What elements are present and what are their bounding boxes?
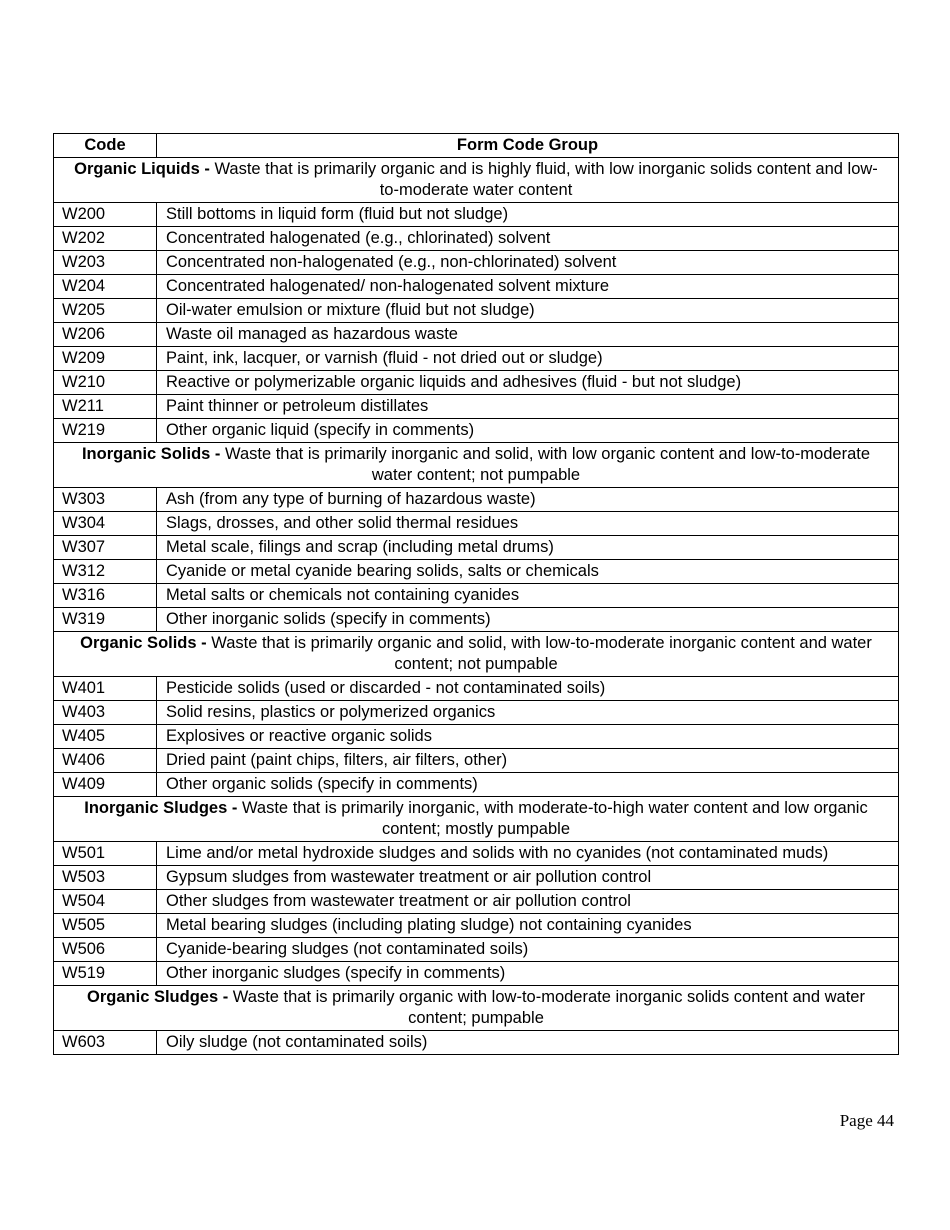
code-cell: W219 — [54, 419, 157, 443]
code-cell: W405 — [54, 725, 157, 749]
description-cell: Pesticide solids (used or discarded - not contaminated soils) — [157, 677, 899, 701]
description-cell: Cyanide-bearing sludges (not contaminated soils) — [157, 938, 899, 962]
description-cell: Oil-water emulsion or mixture (fluid but not sludge) — [157, 299, 899, 323]
table-row — [54, 701, 899, 725]
code-cell: W307 — [54, 536, 157, 560]
code-cell: W406 — [54, 749, 157, 773]
group-header-row — [54, 632, 899, 677]
group-description: Waste that is primarily inorganic, with moderate-to-high water content and low organic content; mostly pumpable — [237, 799, 868, 838]
description-cell: Other sludges from wastewater treatment or air pollution control — [157, 890, 899, 914]
table-row — [54, 938, 899, 962]
group-header — [54, 986, 899, 1031]
table-row — [54, 962, 899, 986]
code-column-header: Code — [54, 134, 157, 158]
form-code-group-column-header: Form Code Group — [157, 134, 899, 158]
code-cell: W209 — [54, 347, 157, 371]
group-header-row — [54, 986, 899, 1031]
table-row — [54, 203, 899, 227]
group-description: Waste that is primarily organic and solid, with low-to-moderate inorganic content and water content; not pumpable — [206, 634, 872, 673]
code-cell: W401 — [54, 677, 157, 701]
description-cell: Metal salts or chemicals not containing cyanides — [157, 584, 899, 608]
code-cell: W211 — [54, 395, 157, 419]
table-row — [54, 866, 899, 890]
table-row — [54, 227, 899, 251]
description-cell: Metal bearing sludges (including plating sludge) not containing cyanides — [157, 914, 899, 938]
table-row — [54, 890, 899, 914]
code-cell: W506 — [54, 938, 157, 962]
code-cell: W501 — [54, 842, 157, 866]
code-cell: W504 — [54, 890, 157, 914]
table-header-row — [54, 134, 899, 158]
code-cell: W203 — [54, 251, 157, 275]
group-header-row — [54, 443, 899, 488]
code-cell: W403 — [54, 701, 157, 725]
description-cell: Oily sludge (not contaminated soils) — [157, 1031, 899, 1055]
code-cell: W503 — [54, 866, 157, 890]
group-title: Inorganic Solids - — [81, 445, 221, 463]
table-row — [54, 749, 899, 773]
description-cell: Solid resins, plastics or polymerized organics — [157, 701, 899, 725]
code-cell: W312 — [54, 560, 157, 584]
description-cell: Gypsum sludges from wastewater treatment or air pollution control — [157, 866, 899, 890]
description-cell: Other inorganic solids (specify in comments) — [157, 608, 899, 632]
description-cell: Slags, drosses, and other solid thermal residues — [157, 512, 899, 536]
table-body — [54, 158, 899, 1055]
table-row — [54, 536, 899, 560]
description-cell: Explosives or reactive organic solids — [157, 725, 899, 749]
code-cell: W205 — [54, 299, 157, 323]
code-cell: W505 — [54, 914, 157, 938]
description-cell: Concentrated halogenated/ non-halogenated solvent mixture — [157, 275, 899, 299]
description-cell: Waste oil managed as hazardous waste — [157, 323, 899, 347]
code-cell: W210 — [54, 371, 157, 395]
description-cell: Concentrated non-halogenated (e.g., non-chlorinated) solvent — [157, 251, 899, 275]
description-cell: Other organic liquid (specify in comments) — [157, 419, 899, 443]
table-row — [54, 419, 899, 443]
table-row — [54, 275, 899, 299]
group-title: Organic Solids - — [80, 634, 207, 652]
table-row — [54, 677, 899, 701]
group-header-row — [54, 797, 899, 842]
group-header-row — [54, 158, 899, 203]
table-row — [54, 584, 899, 608]
description-cell: Still bottoms in liquid form (fluid but not sludge) — [157, 203, 899, 227]
group-description: Waste that is primarily inorganic and solid, with low organic content and low-to-moderate water content; not pumpable — [220, 445, 871, 484]
table-row — [54, 323, 899, 347]
table-row — [54, 1031, 899, 1055]
description-cell: Paint thinner or petroleum distillates — [157, 395, 899, 419]
code-cell: W519 — [54, 962, 157, 986]
group-header — [54, 632, 899, 677]
code-cell: W316 — [54, 584, 157, 608]
description-cell: Concentrated halogenated (e.g., chlorinated) solvent — [157, 227, 899, 251]
table-row — [54, 251, 899, 275]
page-number: Page 44 — [839, 1111, 894, 1130]
table-row — [54, 512, 899, 536]
table-row — [54, 395, 899, 419]
table-row — [54, 608, 899, 632]
code-cell: W319 — [54, 608, 157, 632]
description-cell: Dried paint (paint chips, filters, air filters, other) — [157, 749, 899, 773]
code-cell: W603 — [54, 1031, 157, 1055]
code-cell: W204 — [54, 275, 157, 299]
description-cell: Ash (from any type of burning of hazardous waste) — [157, 488, 899, 512]
group-title: Organic Sludges - — [87, 988, 229, 1006]
code-cell: W304 — [54, 512, 157, 536]
code-cell: W303 — [54, 488, 157, 512]
code-cell: W409 — [54, 773, 157, 797]
group-title: Organic Liquids - — [74, 160, 210, 178]
group-header — [54, 797, 899, 842]
description-cell: Paint, ink, lacquer, or varnish (fluid - not dried out or sludge) — [157, 347, 899, 371]
group-header — [54, 158, 899, 203]
code-cell: W200 — [54, 203, 157, 227]
description-cell: Other inorganic sludges (specify in comments) — [157, 962, 899, 986]
table-row — [54, 773, 899, 797]
table-row — [54, 842, 899, 866]
table-row — [54, 347, 899, 371]
table-row — [54, 914, 899, 938]
description-cell: Reactive or polymerizable organic liquids and adhesives (fluid - but not sludge) — [157, 371, 899, 395]
description-cell: Metal scale, filings and scrap (including metal drums) — [157, 536, 899, 560]
description-cell: Cyanide or metal cyanide bearing solids, salts or chemicals — [157, 560, 899, 584]
group-header — [54, 443, 899, 488]
code-cell: W206 — [54, 323, 157, 347]
group-title: Inorganic Sludges - — [84, 799, 238, 817]
code-cell: W202 — [54, 227, 157, 251]
description-cell: Other organic solids (specify in comments) — [157, 773, 899, 797]
table-row — [54, 371, 899, 395]
description-cell: Lime and/or metal hydroxide sludges and solids with no cyanides (not contaminated muds) — [157, 842, 899, 866]
form-code-table — [53, 133, 899, 1055]
group-description: Waste that is primarily organic and is highly fluid, with low inorganic solids content and low-to-moderate water content — [209, 160, 878, 199]
group-description: Waste that is primarily organic with low-to-moderate inorganic solids content and water content; pumpable — [228, 988, 865, 1027]
table-row — [54, 488, 899, 512]
table-row — [54, 725, 899, 749]
table-row — [54, 299, 899, 323]
table-row — [54, 560, 899, 584]
